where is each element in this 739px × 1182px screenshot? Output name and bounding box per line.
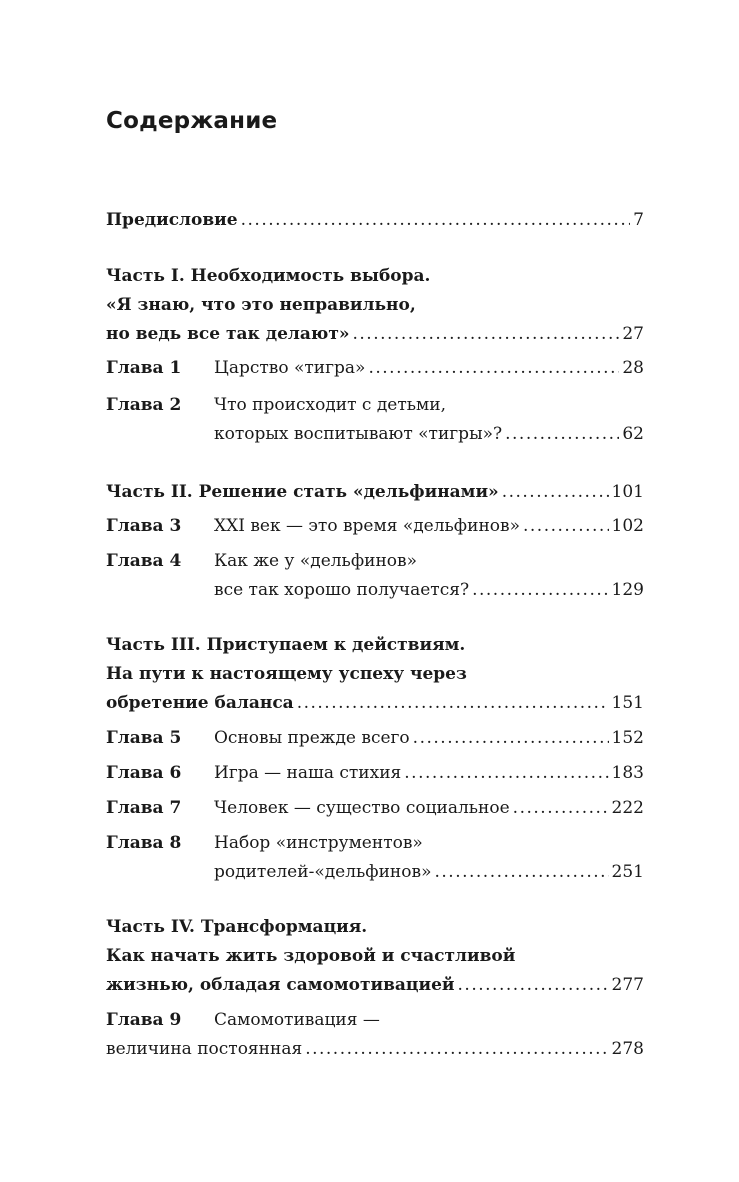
toc-entry-ch5[interactable] [106, 724, 644, 752]
toc-entry-ch8[interactable] [106, 858, 644, 886]
toc-chapter-label: Глава 5 [106, 728, 182, 748]
toc-title: все так хорошо получается? [214, 580, 470, 600]
toc-part4-line1 [106, 913, 644, 941]
toc-page-number: 101 [611, 482, 644, 502]
toc-title: Часть I. Необходимость выбора. [106, 266, 431, 286]
toc-leader [434, 858, 608, 886]
toc-title: Часть III. Приступаем к действиям. [106, 635, 466, 655]
toc-leader [241, 206, 631, 234]
toc-entry-part1[interactable] [106, 320, 644, 348]
toc-entry-ch6[interactable] [106, 759, 644, 787]
toc-entry-ch7[interactable] [106, 794, 644, 822]
toc-title: Как начать жить здоровой и счастливой [106, 946, 516, 966]
toc-ch9-line1 [106, 1006, 644, 1034]
toc-entry-ch2[interactable] [106, 420, 644, 448]
toc-title: Что происходит с детьми, [214, 395, 446, 415]
toc-title: Предисловие [106, 210, 238, 230]
toc-part4-line2 [106, 942, 644, 970]
toc-leader [368, 354, 619, 382]
toc-page-number: 222 [611, 798, 644, 818]
toc-title: величина постоянная [106, 1039, 303, 1059]
toc-title: обретение баланса [106, 693, 294, 713]
toc-page-number: 27 [622, 324, 644, 344]
toc-chapter-label: Глава 6 [106, 763, 182, 783]
toc-page-number: 28 [622, 358, 644, 378]
toc-leader [305, 1035, 608, 1063]
toc-leader [413, 724, 609, 752]
toc-page-number: 277 [611, 975, 644, 995]
toc-page-number: 183 [611, 763, 644, 783]
toc-title: Человек — существо социальное [214, 798, 510, 818]
toc-part1-line2 [106, 291, 644, 319]
toc-leader [472, 576, 608, 604]
toc-chapter-label: Глава 8 [106, 833, 182, 853]
toc-part1-line1 [106, 262, 644, 290]
toc-chapter-label: Глава 9 [106, 1010, 182, 1030]
toc-ch2-line1 [106, 391, 644, 419]
toc-leader [513, 794, 609, 822]
toc-title: Часть II. Решение стать «дельфинами» [106, 482, 499, 502]
toc-leader [505, 420, 619, 448]
toc-title: «Я знаю, что это неправильно, [106, 295, 416, 315]
toc-title: Как же у «дельфинов» [214, 551, 417, 571]
toc-page-number: 278 [611, 1039, 644, 1059]
page-title: Содержание [106, 108, 278, 134]
toc-entry-ch3[interactable] [106, 512, 644, 540]
toc-leader [297, 689, 609, 717]
toc-title: Царство «тигра» [214, 358, 366, 378]
toc-part3-line2 [106, 660, 644, 688]
toc-ch4-line1 [106, 547, 644, 575]
toc-title: родителей-«дельфинов» [214, 862, 432, 882]
toc-page-number: 102 [611, 516, 644, 536]
toc-title: которых воспитывают «тигры»? [214, 424, 503, 444]
toc-entry-ch1[interactable] [106, 354, 644, 382]
toc-page-number: 62 [622, 424, 644, 444]
toc-leader [523, 512, 609, 540]
toc-page-number: 251 [611, 862, 644, 882]
toc-entry-preface[interactable] [106, 206, 644, 234]
toc-leader [458, 971, 609, 999]
toc-entry-part3[interactable] [106, 689, 644, 717]
toc-title: Набор «инструментов» [214, 833, 423, 853]
toc-leader [353, 320, 620, 348]
toc-title: XXI век — это время «дельфинов» [214, 516, 520, 536]
toc-title: но ведь все так делают» [106, 324, 350, 344]
toc-chapter-label: Глава 3 [106, 516, 182, 536]
toc-entry-ch4[interactable] [106, 576, 644, 604]
toc-leader [502, 478, 609, 506]
toc-title: На пути к настоящему успеху через [106, 664, 467, 684]
toc-page-number: 7 [633, 210, 644, 230]
toc-title: Игра — наша стихия [214, 763, 402, 783]
toc-leader [404, 759, 608, 787]
toc-entry-part4[interactable] [106, 971, 644, 999]
toc-page-number: 152 [611, 728, 644, 748]
toc-entry-part2[interactable] [106, 478, 644, 506]
toc-part3-line1 [106, 631, 644, 659]
toc-chapter-label: Глава 4 [106, 551, 182, 571]
toc-entry-ch9[interactable] [106, 1035, 644, 1063]
toc-title: Самомотивация — [214, 1010, 380, 1030]
toc-chapter-label: Глава 2 [106, 395, 182, 415]
toc-chapter-label: Глава 1 [106, 358, 182, 378]
toc-page-number: 129 [611, 580, 644, 600]
toc-title: Часть IV. Трансформация. [106, 917, 368, 937]
toc-title: Основы прежде всего [214, 728, 410, 748]
toc-title: жизнью, обладая самомотивацией [106, 975, 455, 995]
toc-page-number: 151 [611, 693, 644, 713]
toc-chapter-label: Глава 7 [106, 798, 182, 818]
toc-ch8-line1 [106, 829, 644, 857]
